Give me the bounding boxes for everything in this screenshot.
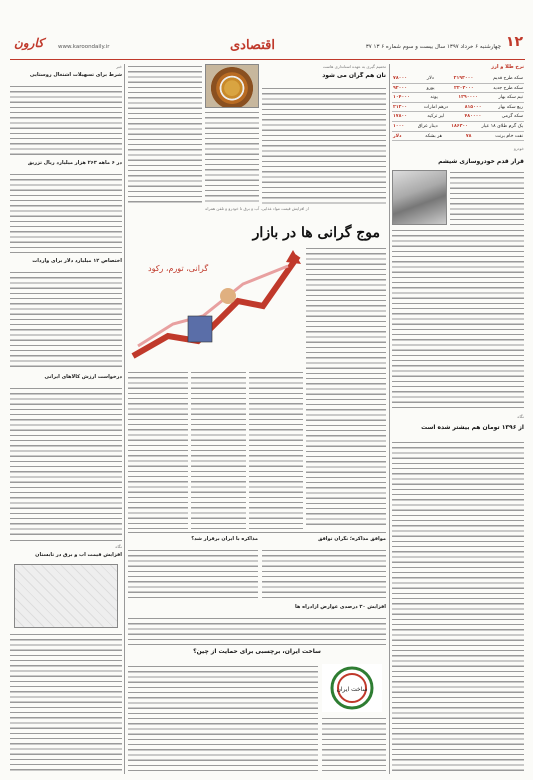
left-bottom-kicker: نگاه [115, 544, 122, 549]
illustration-caption: گرانی، تورم، رکود [148, 264, 209, 273]
left-title-1: شرط برای تسهیلات اشتغال روستایی [29, 72, 122, 78]
mid-left-title: درخواست ارزش کالاهای ایرانی [44, 374, 122, 380]
made-in-iran-logo [322, 664, 382, 712]
dateline: چهارشنبه ۶ خرداد ۱۳۹۷ سال بیست و سوم شماره ۶ ۱۳ ۳۷ [365, 44, 501, 50]
price-label-2: پوند [430, 95, 438, 101]
price-value-2: ۲۱۲۰۰ [393, 104, 408, 110]
right-story-2-kicker: نگاه [517, 414, 524, 419]
price-value: ۲۲۰۳۰۰۰ [454, 85, 474, 91]
price-label: سکه طرح قدیم [493, 76, 523, 81]
price-value-2: ۱۷۸۰۰ [393, 114, 408, 120]
price-value-2: ۷۸۰۰۰ [393, 76, 408, 81]
main-story-title: موج گرانی ها در بازار [252, 225, 380, 241]
price-row [392, 93, 524, 103]
price-label: سکه طرح جدید [493, 85, 523, 91]
price-label-2: دینار عراق [417, 123, 438, 129]
website-url: www.karoondaily.ir [58, 44, 110, 50]
car-factory-photo [392, 170, 447, 225]
bread-photo [205, 64, 259, 108]
price-label: یک گرم طلای ۱۸ عیار [481, 123, 523, 129]
middle-story-2-title: مذاکره با ایران برقرار شد؟ [191, 536, 258, 542]
car-story-title: قرار قدم خودروسازی شیشم [438, 158, 524, 165]
section-title: اقتصادی [230, 38, 275, 53]
car-story-kicker: خودرو [513, 146, 524, 151]
right-story-2-title: از ۱۳۹۶ تومان هم بیشتر شده است [421, 424, 524, 431]
price-row [392, 103, 524, 113]
bottom-middle-title: ساخت ایران، برچسبی برای حمایت از چین؟ [193, 648, 321, 655]
inflation-illustration [128, 246, 303, 366]
price-value: ۷۸ [465, 133, 472, 139]
price-label: نیم سکه بهار [498, 95, 523, 101]
price-value: ۱۲۹۰۰۰۰ [458, 95, 478, 101]
bottom-left-story-title: افزایش ۳۰ درصدی عوارض آزادراه ها [295, 604, 386, 610]
main-story-kicker: از افزایش قیمت مواد غذایی، آب و برق تا خودرو و تلفن همراه [205, 206, 309, 211]
price-value-2: دلار [393, 133, 402, 139]
price-row [392, 84, 524, 94]
left-title-2: اختصاص ۱۲ میلیارد دلار برای واردات [32, 258, 122, 264]
price-value-2: ۹۲۰۰۰ [393, 85, 408, 91]
page-number: ۱۲ [505, 34, 523, 50]
page-header [10, 32, 525, 60]
price-label: ربع سکه بهار [498, 104, 523, 110]
price-value: ۴۸۰۰۰۰ [464, 114, 482, 120]
price-row [392, 74, 524, 84]
price-table [392, 74, 524, 141]
bread-story-kicker: تحمیم گیری به عهده استانداری هاست [322, 64, 386, 69]
price-label: سکه گرمی [501, 114, 523, 120]
price-row [392, 112, 524, 122]
price-label-2: یورو [426, 85, 435, 91]
bread-story-title: نان هم گران می شود [322, 72, 386, 79]
left-bottom-title: افزایش قیمت آب و برق در تابستان [35, 552, 122, 558]
price-label: نفت خام برنت [495, 133, 523, 139]
price-value-2: ۱۰۰۰ [393, 123, 405, 129]
price-row [392, 132, 524, 142]
map-image [14, 564, 118, 628]
price-label-2: هر بشکه [425, 133, 443, 139]
price-label-2: لیر ترکیه [427, 114, 445, 120]
made-in-iran-logo-text: ساخت ایران [336, 686, 368, 693]
price-label-2: دلار [426, 76, 434, 81]
newspaper-logo: کارون [14, 36, 44, 50]
price-value: ۱۸۶۳۰۰ [451, 123, 468, 129]
price-value: ۲۱۹۳۰۰۰ [453, 76, 474, 81]
prices-title: نرخ طلا و ارز [491, 64, 524, 70]
left-title-3: در ۶ ماهه ۲۶۳ هزار میلیارد ریال تزریق [27, 160, 122, 166]
price-value: ۸۱۵۰۰۰ [464, 104, 482, 110]
price-label-2: درهم امارات [423, 104, 448, 110]
price-value-2: ۱۰۴۰۰۰ [393, 95, 410, 101]
middle-story-1-title: موافق مذاکره؛ نگران توافق [318, 536, 386, 542]
left-kicker: خبر [116, 64, 122, 69]
price-row [392, 122, 524, 132]
